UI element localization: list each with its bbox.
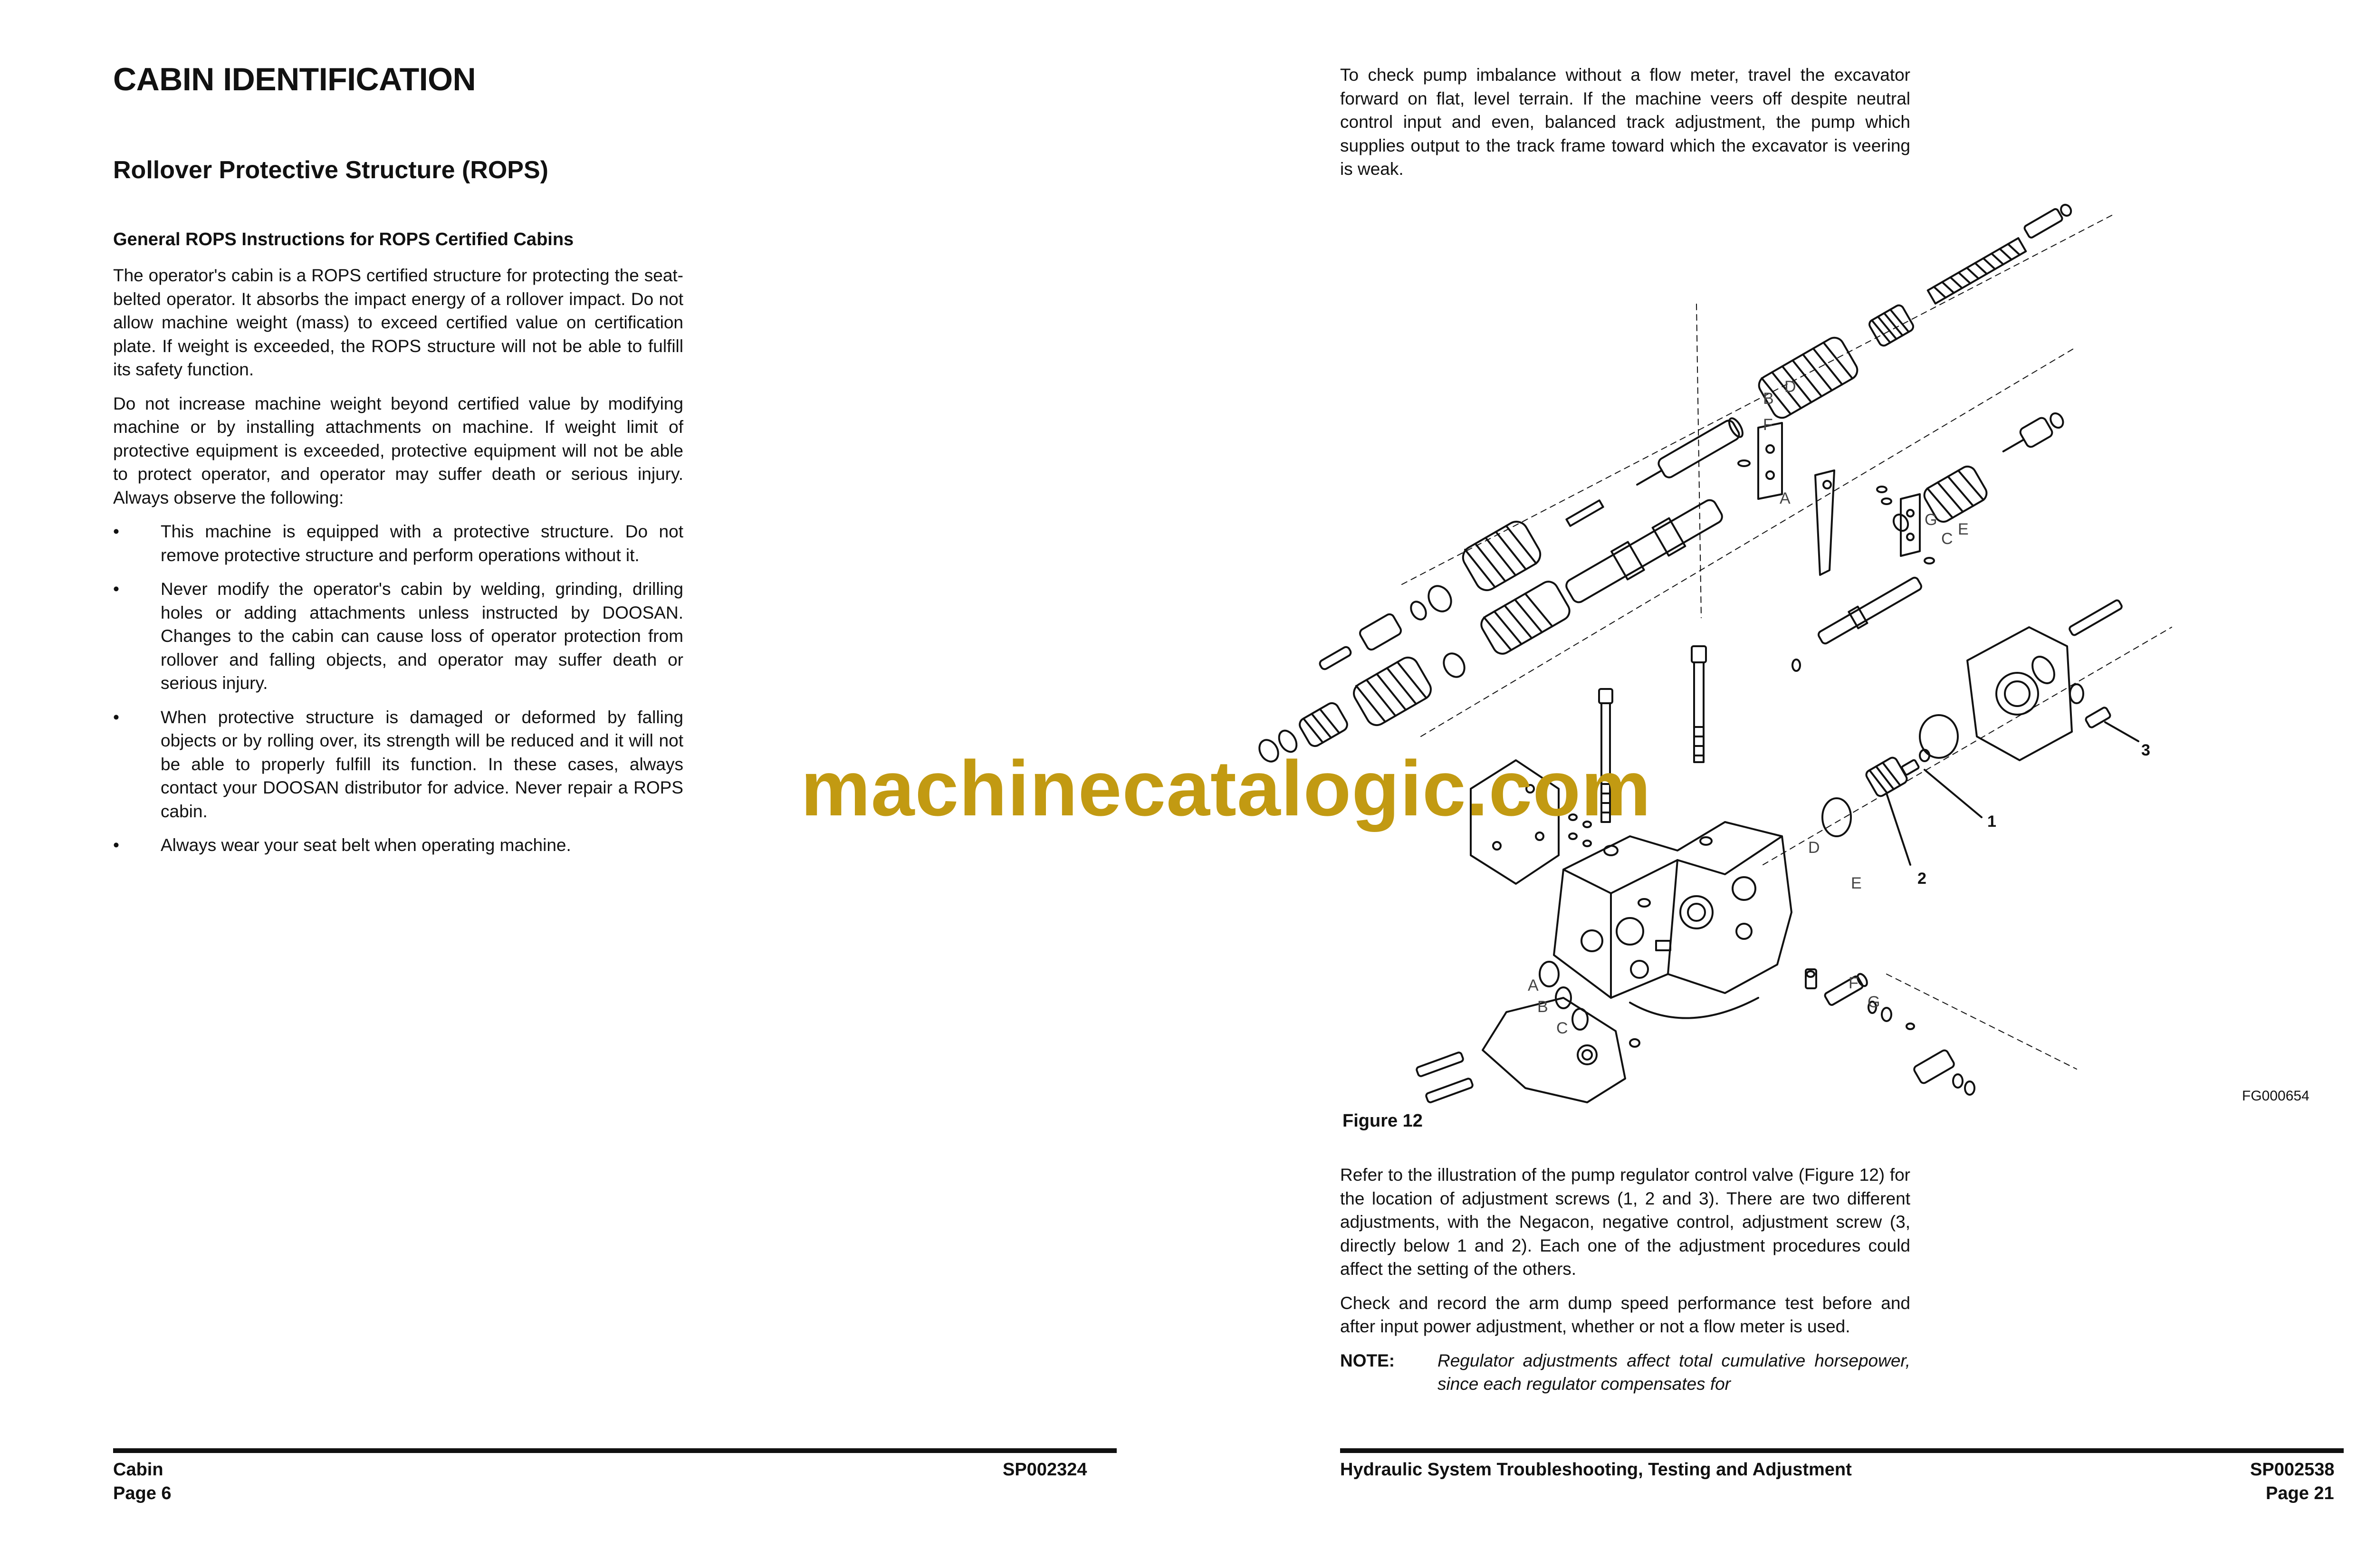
adjustment-screws [1822, 715, 1982, 865]
bullet-icon: • [113, 579, 119, 599]
o-rings [1540, 962, 1639, 1047]
list-item [113, 706, 683, 823]
footer-section: Hydraulic System Troubleshooting, Testing and Adjustment [1340, 1460, 1852, 1480]
paragraph: Check and record the arm dump speed performance test before and after input power adjustment, whether or not a flow meter is used. [1340, 1293, 1910, 1336]
label-letter: A [1780, 489, 1791, 507]
exploded-view-figure [1364, 190, 2150, 1117]
label-letter: F [1763, 416, 1773, 434]
footer-section: Cabin [113, 1460, 163, 1480]
label-letter: D [1808, 839, 1820, 857]
list-item-text: Never modify the operator's cabin by welding, grinding, drilling holes or adding attachments unless instructed by DOOSAN. Changes to the cabin can cause loss of operator protection from rollover and falling objects, and operator may suffer death or serious injury. [161, 579, 683, 693]
intro-paragraph: To check pump imbalance without a flow meter, travel the excavator forward on flat, level terrain. If the machine veers off despite neutral control input and even, balanced track adjustment, the pump which supplies output to the track frame toward which the excavator is veering is weak. [1340, 65, 1910, 179]
list-item-text: This machine is equipped with a protective structure. Do not remove protective structure and perform operations without it. [161, 522, 683, 565]
footer-rule [1340, 1448, 2344, 1453]
section-heading: General ROPS Instructions for ROPS Certified Cabins [113, 229, 574, 249]
label-letter: G [1868, 993, 1880, 1011]
list-item [113, 833, 683, 857]
callout-number: 3 [2141, 741, 2150, 759]
left-body [113, 264, 683, 868]
footer-doc-code: SP002538 [2250, 1460, 2335, 1480]
label-letter: B [1537, 998, 1548, 1016]
footer-page-number: Page 6 [113, 1483, 172, 1503]
label-letter: E [1851, 874, 1862, 892]
label-letter: D [1784, 378, 1796, 396]
footer-rule [113, 1448, 1117, 1453]
label-letter: G [1925, 511, 1937, 529]
note-label: NOTE: [1340, 1350, 1395, 1370]
note-block [1340, 1349, 1910, 1396]
list-item [113, 520, 683, 567]
label-letter: B [1763, 390, 1774, 408]
watermark: machinecatalogic.com [801, 745, 1651, 832]
callout-numbers [1917, 741, 2150, 888]
bullet-list [113, 520, 683, 857]
lower-right-pins [1806, 969, 1974, 1095]
list-item-text: When protective structure is damaged or deformed by falling objects or by rolling over, its strength will be reduced and it will not be able to properly fulfill its function. In these cases, always contact your DOOSAN distributor for advice. Never repair a ROPS cabin. [161, 707, 683, 821]
page-title: CABIN IDENTIFICATION [113, 61, 476, 97]
bullet-icon: • [113, 707, 119, 727]
bullet-icon: • [113, 522, 119, 541]
label-letter: F [1849, 974, 1859, 992]
label-letter: E [1958, 520, 1969, 538]
paragraph: The operator's cabin is a ROPS certified structure for protecting the seat-belted operator. It absorbs the impact energy of a rollover impact. Do not allow machine weight (mass) to exceed certified value on certification plate. If weight is exceeded, the ROPS structure will not be able to fulfill its safety function. [113, 266, 683, 379]
list-item [113, 577, 683, 695]
footer-page-number: Page 21 [2266, 1483, 2334, 1503]
note-text: Regulator adjustments affect total cumulative horsepower, since each regulator compensates for [1437, 1350, 1910, 1394]
right-spring-assembly [1891, 409, 2067, 534]
figure-code: FG000654 [2242, 1088, 2309, 1104]
footer-doc-code: SP002324 [1003, 1460, 1087, 1480]
paragraph: Do not increase machine weight beyond certified value by modifying machine or by installing attachments on machine. If weight limit of protective equipment is exceeded, protective equipment will not be able to protect operator, and operator may suffer death or serious injury. Always observe the following: [113, 393, 683, 507]
label-letter: C [1556, 1019, 1568, 1037]
regulator-cover [1967, 599, 2138, 760]
paragraph: Refer to the illustration of the pump regulator control valve (Figure 12) for the location of adjustment screws (1, 2 and 3). There are two different adjustments, with the Negacon, negative control, adjustment screw (3, directly below 1 and 2). Each one of the adjustment procedures could affect the setting of the others. [1340, 1165, 1910, 1279]
figure-caption: Figure 12 [1342, 1111, 1423, 1131]
section-subtitle: Rollover Protective Structure (ROPS) [113, 156, 548, 184]
list-item-text: Always wear your seat belt when operating machine. [161, 835, 571, 855]
right-body [1340, 1163, 1910, 1396]
callout-number: 2 [1917, 870, 1926, 888]
valve-body [1554, 822, 1792, 1018]
bullet-icon: • [113, 835, 119, 855]
label-letter: A [1528, 976, 1539, 994]
callout-number: 1 [1987, 813, 1996, 831]
lever-linkage [1738, 423, 1934, 671]
upper-spring-assembly [1319, 202, 2074, 670]
label-letter: C [1941, 530, 1953, 548]
lower-cover [1416, 998, 1625, 1103]
